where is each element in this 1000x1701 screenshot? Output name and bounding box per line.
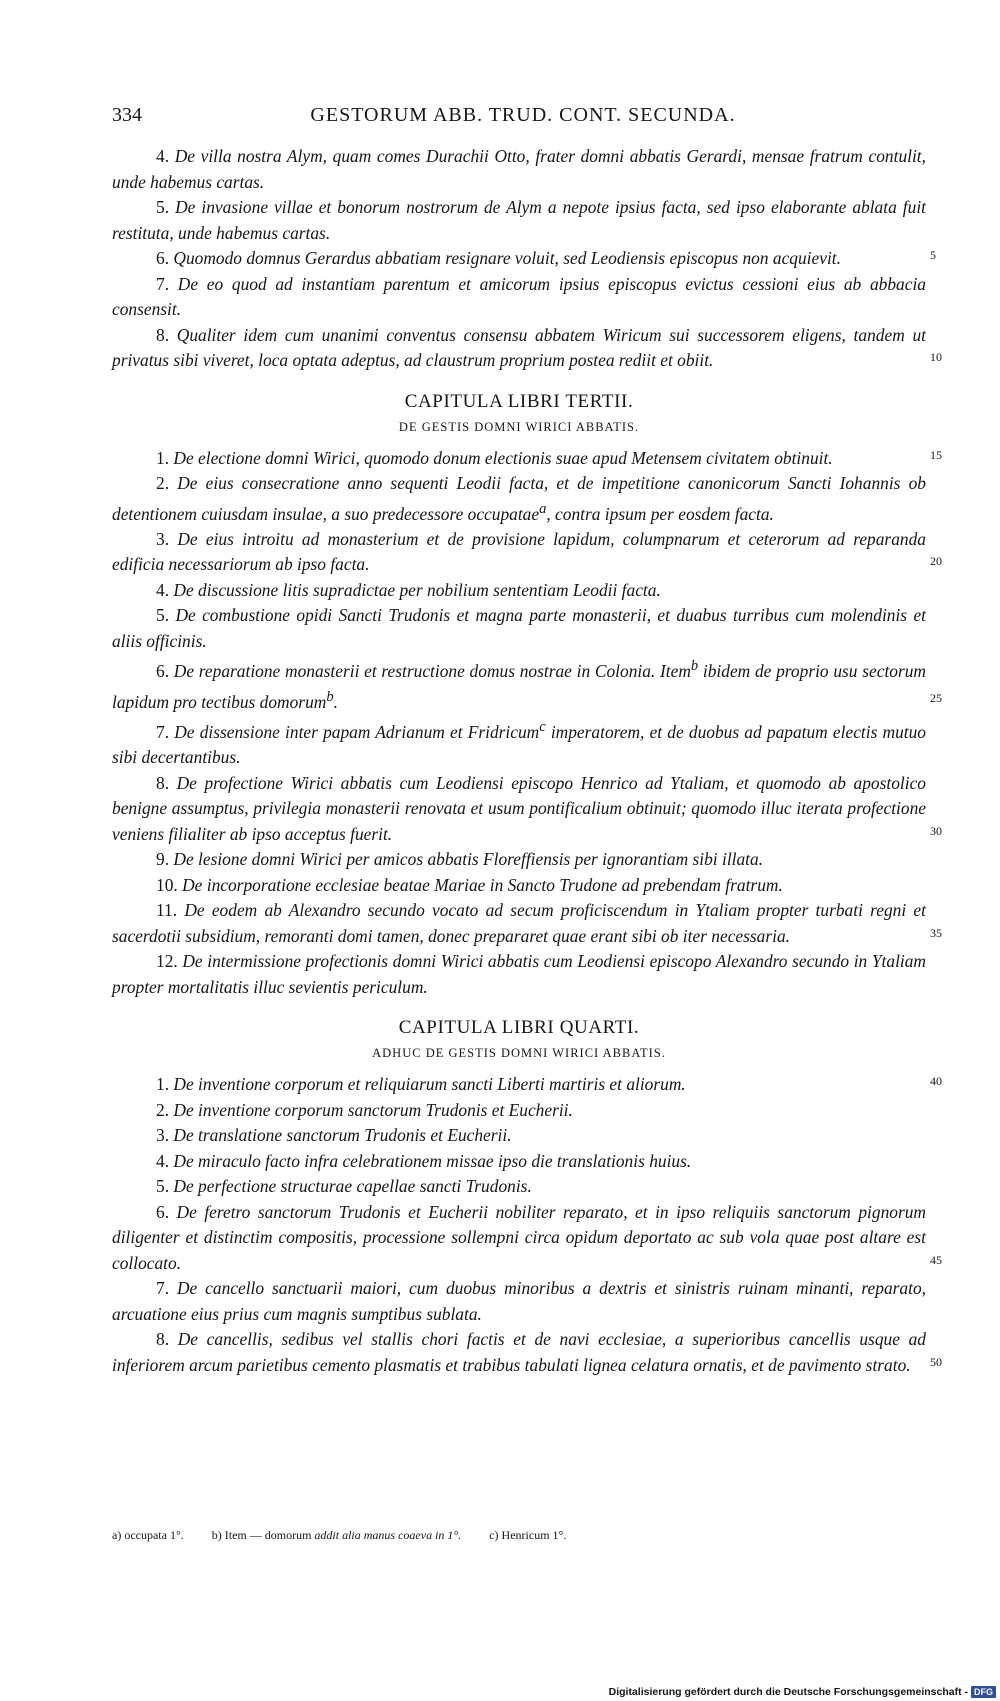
page-header — [112, 104, 934, 134]
line-number: 50 — [930, 1354, 942, 1369]
footnote-mark: b — [690, 658, 699, 675]
footnote-c: c) Henricum 1°. — [489, 1528, 567, 1542]
chapter-entry — [112, 246, 936, 272]
entry-text: De miraculo facto infra celebrationem missae ipso die translationis huius. — [173, 1150, 692, 1171]
footnotes — [112, 1528, 566, 1543]
entry-text: Qualiter idem cum unanimi conventus consensu abbatem Wiricum sui successorem eligens, tandem ut privatus sibi viveret, loca optata adeptus, ad claustrum proprium postea rediit et obiit. — [112, 324, 926, 370]
entry-number: 1. — [156, 1074, 170, 1095]
running-title: GESTORUM ABB. TRUD. CONT. SECUNDA. — [310, 104, 736, 126]
entry-text: De discussione litis supradictae per nobilium sententiam Leodii facta. — [173, 579, 661, 600]
line-number: 40 — [930, 1074, 942, 1089]
entry-text: De eius consecratione anno sequenti Leodii facta, et de impetitione canonicorum Sancti Iohannis ob detentionem cuiusdam insulae, a suo predecessore occupatae — [112, 473, 926, 524]
chapter-entry — [112, 1200, 942, 1277]
dfg-logo-icon: DFG — [971, 1686, 996, 1698]
entry-number: 8. — [156, 772, 170, 793]
entry-text-cont: . — [333, 691, 338, 712]
credit-text: Digitalisierung gefördert durch die Deutsche Forschungsgemeinschaft - — [608, 1686, 968, 1698]
page-content — [112, 144, 942, 1378]
footnote-mark: a — [539, 500, 547, 517]
entry-number: 12. — [156, 951, 178, 972]
entry-text: De inventione corporum sanctorum Trudonis et Eucherii. — [173, 1099, 573, 1120]
chapter-entry — [112, 195, 926, 246]
chapter-entry — [112, 527, 942, 578]
book3-list — [112, 446, 942, 1001]
entry-text: De villa nostra Alym, quam comes Durachii Otto, frater domni abbatis Gerardi, mensae fratrum contulit, unde habemus cartas. — [112, 146, 926, 192]
entry-text-cont: ibidem de proprio usu sectorum lapidum pro tectibus domorum — [112, 661, 926, 712]
entry-number: 6. — [156, 1201, 170, 1222]
entry-number: 5. — [156, 197, 170, 217]
entry-text: De electione domni Wirici, quomodo donum electionis suae apud Metensem civitatem obtinuit. — [173, 447, 833, 468]
entry-text: De invasione villae et bonorum nostrorum de Alym a nepote ipsius facta, sed ipso elaborante ablata fuit restituta, unde habemus cartas. — [112, 197, 926, 243]
footnote-a: a) occupata 1°. — [112, 1528, 184, 1542]
entry-number: 3. — [156, 528, 170, 549]
entry-number: 3. — [156, 1125, 170, 1146]
entry-text: De feretro sanctorum Trudonis et Eucherii nobiliter reparato, et in ipso reliquiis sanctorum pignorum diligenter et distinctim compositis, processione sollempni circa opidum deportato ac sub vola quae post altare est collocato. — [112, 1201, 926, 1273]
entry-text: De perfectione structurae capellae sancti Trudonis. — [173, 1176, 532, 1197]
chapter-entry — [112, 771, 942, 848]
chapter-entry — [112, 1327, 942, 1378]
line-number: 30 — [930, 823, 942, 838]
chapter-entry — [112, 1276, 926, 1327]
entry-number: 10. — [156, 874, 178, 895]
entry-text: De reparatione monasterii et restructione domus nostrae in Colonia. Item — [173, 661, 691, 682]
entry-text: De cancellis, sedibus vel stallis chori factis et de navi ecclesiae, a superioribus cancellis usque ad inferiorem arcum parietibus cemento plasmatis et trabibus tabulati lignea celatura ornatis, et de pavimento strato. — [112, 1329, 926, 1375]
book4-title: CAPITULA LIBRI QUARTI. — [398, 1017, 640, 1039]
entry-number: 1. — [156, 447, 170, 468]
chapter-entry — [112, 323, 942, 374]
entry-text: De eodem ab Alexandro secundo vocato ad secum proficiscendum in Ytaliam propter turbati regni et sacerdotii subsidium, remoranti domi tamen, donec prepararet quae erant sibi ob iter necessaria. — [112, 900, 926, 946]
entry-number: 2. — [156, 1099, 170, 1120]
entry-text: De profectione Wirici abbatis cum Leodiensi episcopo Henrico ad Ytaliam, et quomodo ab apostolico benigne assumptus, privilegia monasterii renovata et usum pontificalium obtinuit; quomodo illuc iterata profectione veniens filialiter ab ipso acceptus fuerit. — [112, 772, 926, 844]
book3-subtitle: DE GESTIS DOMNI WIRICI ABBATIS. — [398, 419, 640, 434]
chapter-entry — [112, 1123, 926, 1149]
entry-number: 4. — [156, 146, 170, 166]
chapter-entry — [112, 144, 926, 195]
entry-text: De cancello sanctuarii maiori, cum duobus minoribus a dextris et sinistris ruinam minanti, reparato, arcuatione eius prius cum magnis sumptibus sublata. — [112, 1278, 926, 1324]
entry-text: De eius introitu ad monasterium et de provisione lapidum, columpnarum et ceterorum ad reparanda edificia necessariorum ab ipso facta. — [112, 528, 926, 575]
chapter-entry — [112, 715, 926, 771]
entry-number: 5. — [156, 1176, 170, 1197]
book4-subtitle: ADHUC DE GESTIS DOMNI WIRICI ABBATIS. — [372, 1046, 666, 1061]
entry-number: 6. — [156, 248, 170, 268]
footnote-mark: c — [539, 718, 546, 735]
entry-number: 9. — [156, 849, 170, 870]
chapter-entry — [112, 471, 926, 527]
line-number: 10 — [930, 350, 942, 364]
line-number: 35 — [930, 925, 942, 940]
entry-text: De combustione opidi Sancti Trudonis et magna parte monasterii, et duabus turribus cum molendinis et aliis officinis. — [112, 605, 926, 651]
entry-text: De dissensione inter papam Adrianum et Fridricum — [174, 721, 540, 742]
chapter-entry — [112, 1149, 926, 1175]
chapter-entry — [112, 1174, 926, 1200]
entry-text: De translatione sanctorum Trudonis et Eucherii. — [173, 1125, 512, 1146]
chapter-entry — [112, 578, 926, 604]
entry-number: 2. — [156, 473, 170, 493]
entry-number: 8. — [156, 1329, 170, 1350]
entry-number: 11. — [156, 900, 178, 921]
entry-text: De eo quod ad instantiam parentum et amicorum ipsius episcopus evictus cessioni eius ab abbacia consensit. — [112, 273, 926, 319]
footnote-mark: b — [326, 688, 334, 705]
chapter-entry — [112, 272, 926, 323]
entry-text-cont: , contra ipsum per eosdem facta. — [546, 503, 774, 524]
chapter-entry — [112, 847, 926, 873]
line-number: 45 — [930, 1252, 942, 1267]
chapter-entry — [112, 949, 926, 1000]
entry-text: De intermissione profectionis domni Wirici abbatis cum Leodiensi episcopo Alexandro secundo in Ytaliam propter mortalitatis illuc sevientis periculum. — [112, 951, 926, 997]
line-number: 25 — [930, 691, 942, 706]
chapter-entry — [112, 654, 942, 715]
line-number: 5 — [930, 248, 936, 262]
digitization-credit — [609, 1686, 996, 1698]
page-number: 334 — [112, 104, 142, 126]
line-number: 15 — [930, 447, 942, 462]
chapter-entry — [112, 898, 942, 949]
footnote-b: b) Item — domorum addit alia manus coaeva in 1°. — [211, 1528, 462, 1542]
entry-number: 7. — [156, 721, 170, 742]
chapter-entry — [112, 873, 926, 899]
book4-list — [112, 1072, 942, 1378]
chapter-entry — [112, 1098, 926, 1124]
entry-number: 4. — [156, 1150, 170, 1171]
entry-text: De incorporatione ecclesiae beatae Mariae in Sancto Trudone ad prebendam fratrum. — [182, 874, 783, 895]
entry-number: 7. — [156, 1278, 170, 1299]
entry-number: 8. — [156, 324, 170, 345]
entry-text: De inventione corporum et reliquiarum sancti Liberti martiris et aliorum. — [173, 1074, 686, 1095]
line-number: 20 — [930, 554, 942, 569]
chapter-entry — [112, 446, 942, 472]
entry-number: 6. — [156, 661, 170, 682]
entry-text: Quomodo domnus Gerardus abbatiam resignare voluit, sed Leodiensis episcopus non acquievit. — [173, 248, 841, 268]
chapter-entry — [112, 603, 926, 654]
chapter-entry — [112, 1072, 942, 1098]
entry-text-cont: imperatorem, et de duobus ad papatum electis mutuo sibi decertantibus. — [112, 721, 926, 768]
entry-number: 5. — [156, 605, 170, 626]
entry-text: De lesione domni Wirici per amicos abbatis Floreffiensis per ignorantiam sibi illata. — [173, 849, 764, 870]
book3-title: CAPITULA LIBRI TERTII. — [404, 390, 634, 412]
book2-list — [112, 144, 942, 374]
entry-number: 7. — [156, 273, 170, 294]
entry-number: 4. — [156, 579, 170, 600]
